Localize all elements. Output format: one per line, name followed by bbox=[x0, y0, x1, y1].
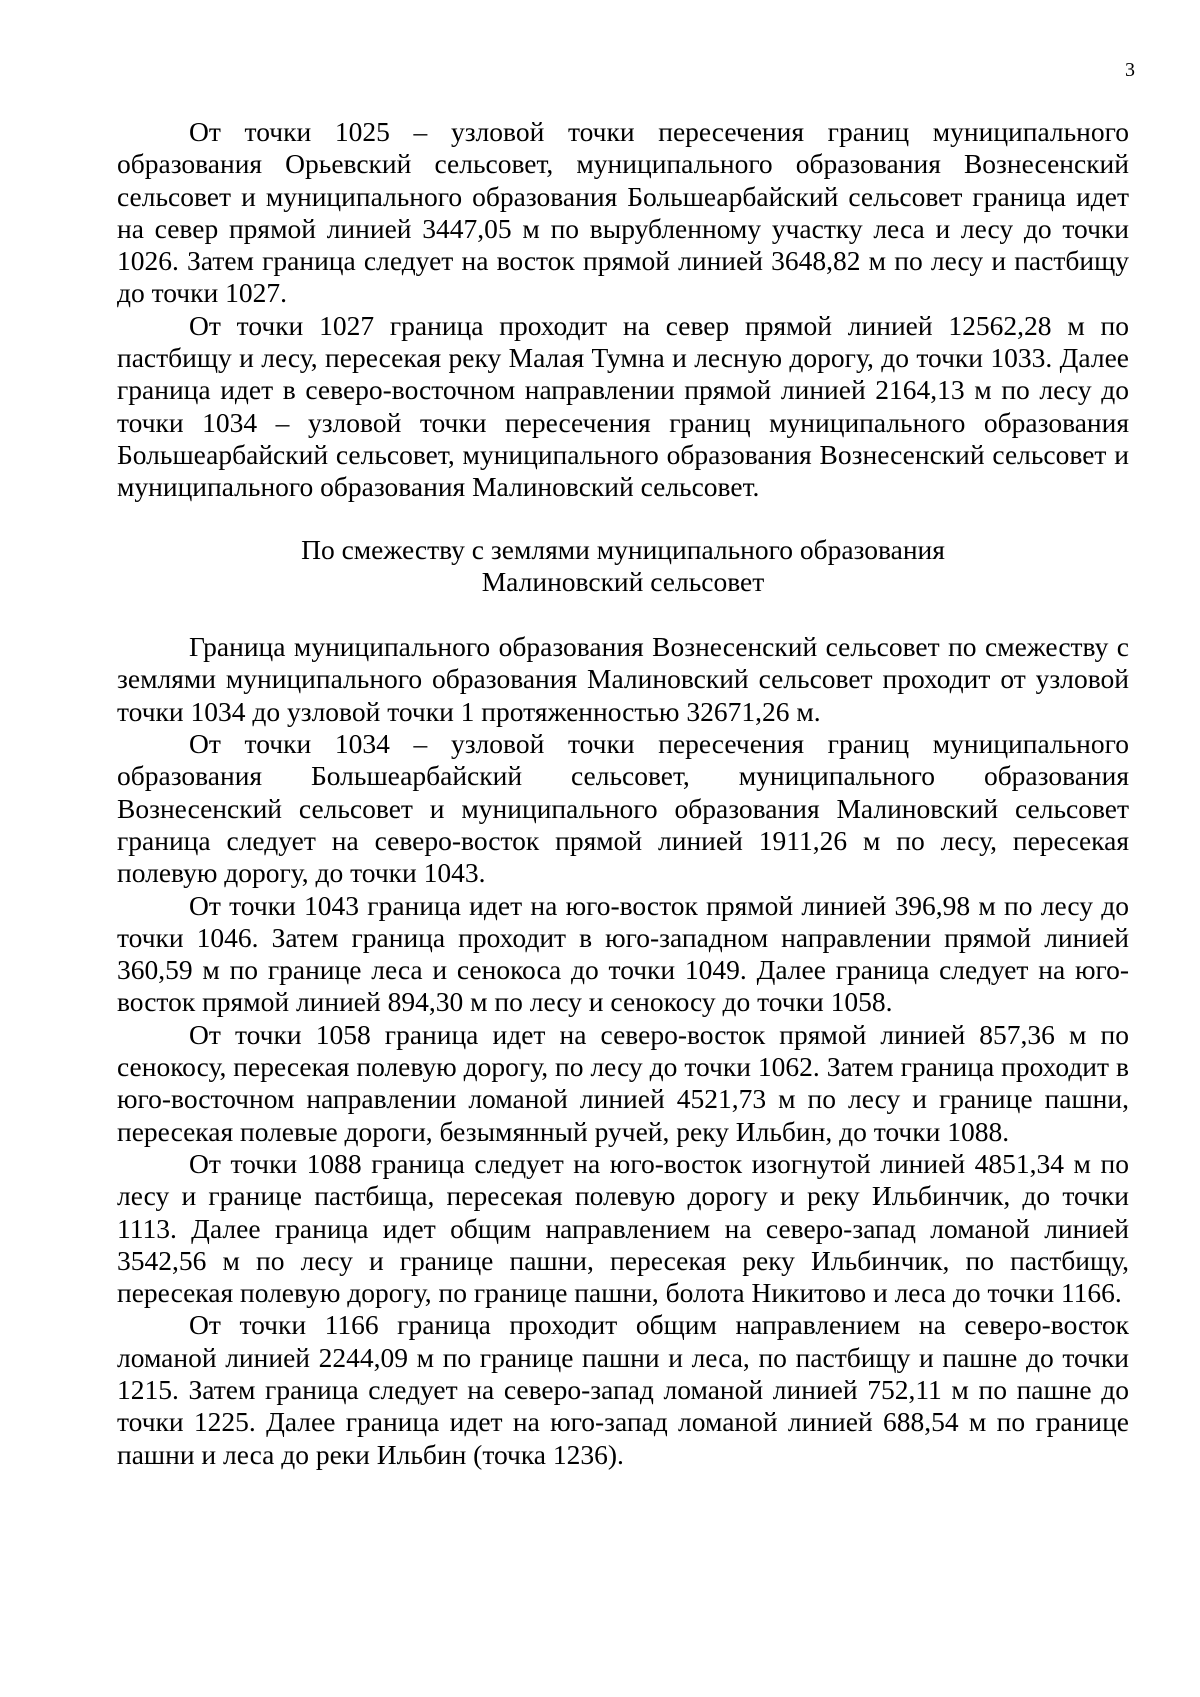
paragraph-point-1034: От точки 1034 – узловой точки пересечения границ муниципального образования Большеарбайский сельсовет, муниципального образования Вознесенский сельсовет и муниципального образования Малиновский сельсовет граница следует на северо-восток прямой линией 1911,26 м по лесу, пересекая полевую дорогу, до точки 1043. bbox=[117, 728, 1129, 889]
section-heading-line-2: Малиновский сельсовет bbox=[481, 565, 765, 597]
paragraph-point-1043: От точки 1043 граница идет на юго-восток прямой линией 396,98 м по лесу до точки 1046. Затем граница проходит в юго-западном направлении прямой линией 360,59 м по границе леса и сенокоса до точки 1049. Далее граница следует на юго-восток прямой линией 894,30 м по лесу и сенокосу до точки 1058. bbox=[117, 889, 1129, 1018]
paragraph-point-1166: От точки 1166 граница проходит общим направлением на северо-восток ломаной линией 2244,09 м по границе пашни и леса, по пастбищу и пашне до точки 1215. Затем граница следует на северо-запад ломаной линией 752,11 м по пашне до точки 1225. Далее граница идет на юго-запад ломаной линией 688,54 м по границе пашни и леса до реки Ильбин (точка 1236). bbox=[117, 1309, 1129, 1470]
section-heading bbox=[117, 534, 1129, 599]
paragraph-point-1025: От точки 1025 – узловой точки пересечения границ муниципального образования Орьевский сельсовет, муниципального образования Вознесенский сельсовет и муниципального образования Большеарбайский сельсовет граница идет на север прямой линией 3447,05 м по вырубленному участку леса и лесу до точки 1026. Затем граница следует на восток прямой линией 3648,82 м по лесу и пастбищу до точки 1027. bbox=[117, 116, 1129, 309]
paragraph-point-1088: От точки 1088 граница следует на юго-восток изогнутой линией 4851,34 м по лесу и границе пастбища, пересекая полевую дорогу и реку Ильбинчик, до точки 1113. Далее граница идет общим направлением на северо-запад ломаной линией 3542,56 м по лесу и границе пашни, пересекая реку Ильбинчик, по пастбищу, пересекая полевую дорогу, по границе пашни, болота Никитово и леса до точки 1166. bbox=[117, 1147, 1129, 1309]
document-body bbox=[117, 116, 1129, 1471]
section-heading-line-1: По смежеству с землями муниципального образования bbox=[301, 533, 945, 565]
page-number: 3 bbox=[1125, 59, 1135, 81]
paragraph-point-1058: От точки 1058 граница идет на северо-восток прямой линией 857,36 м по сенокосу, пересекая полевую дорогу, по лесу до точки 1062. Затем граница проходит в юго-восточном направлении ломаной линией 4521,73 м по лесу и границе пашни, пересекая полевые дороги, безымянный ручей, реку Ильбин, до точки 1088. bbox=[117, 1018, 1129, 1147]
paragraph-point-1027: От точки 1027 граница проходит на север прямой линией 12562,28 м по пастбищу и лесу, пересекая реку Малая Тумна и лесную дорогу, до точки 1033. Далее граница идет в северо-восточном направлении прямой линией 2164,13 м по лесу до точки 1034 – узловой точки пересечения границ муниципального образования Большеарбайский сельсовет, муниципального образования Вознесенский сельсовет и муниципального образования Малиновский сельсовет. bbox=[117, 309, 1129, 503]
paragraph-boundary-summary: Граница муниципального образования Вознесенский сельсовет по смежеству с землями муниципального образования Малиновский сельсовет проходит от узловой точки 1034 до узловой точки 1 протяженностью 32671,26 м. bbox=[117, 631, 1129, 727]
